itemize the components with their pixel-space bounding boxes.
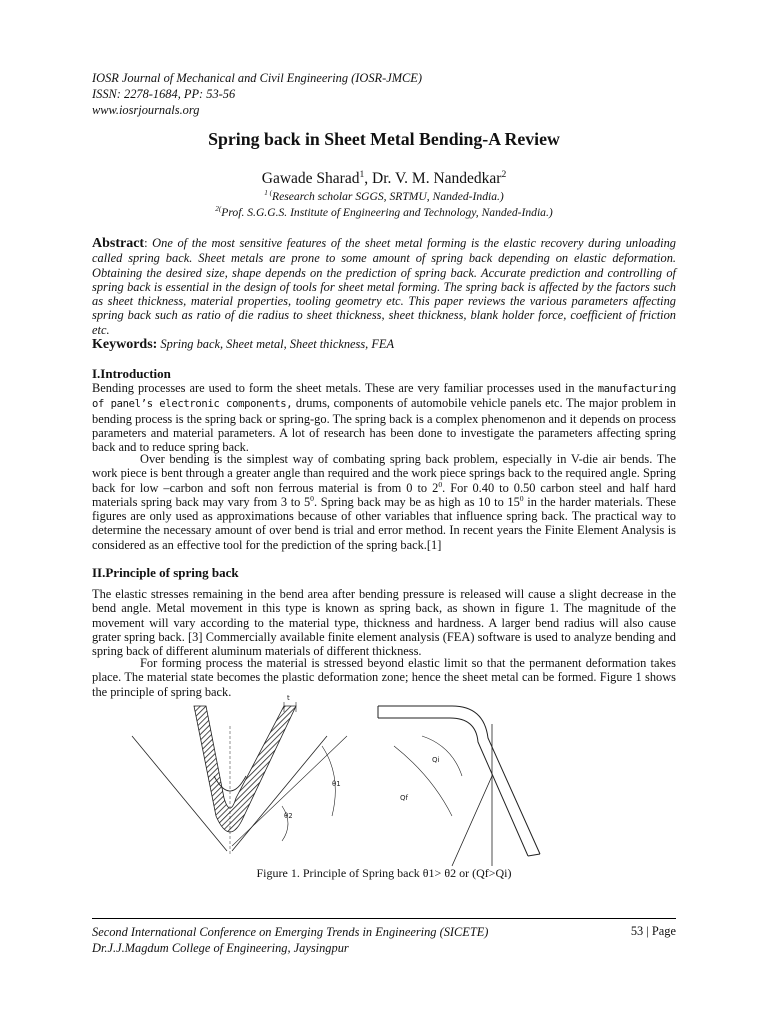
label-qi: Qi [432, 756, 440, 764]
qi-arc [422, 736, 462, 776]
intro-p2-text-d: in the harder materials. These figures are only used as approximations because of other variables that influence spring back. The practical way to determine the necessary amount of over bend is trial and error method. In recent years the Finite Element Analysis is considered as an effective tool for the prediction of the spring back.[1] [92, 494, 676, 552]
author-1: Gawade Sharad [261, 170, 360, 187]
intro-p2-text-b: . For 0.40 to 0.50 carbon steel and half hard materials spring back may vary from 3 to 5 [92, 480, 676, 509]
footer-conference: Second International Conference on Emerging Trends in Engineering (SICETE) [92, 925, 489, 939]
degree-sup-3: 0 [519, 493, 524, 503]
qf-arc [394, 746, 452, 816]
affiliation-2-mark: 2( [215, 205, 222, 214]
l-sheet-outer [378, 706, 540, 854]
affiliation-1-mark: 1 ( [264, 189, 273, 198]
label-theta1: θ1 [332, 780, 341, 788]
footer [92, 924, 676, 956]
intro-p2-text-a: Over bending is the simplest way of combating spring back problem, especially in V-die air bends. The work piece is bent through a greater angle than required and the work piece springs back to the required angle. Spring back for low –carbon and soft non ferrous material is from 0 to 2 [92, 452, 676, 495]
keywords [92, 337, 676, 352]
intro-p1-text-a: Bending processes are used to form the sheet metals. These are very familiar processes used in the [92, 381, 598, 395]
author-separator: , Dr. V. M. Nandedkar [364, 170, 502, 187]
figure-spring-back [132, 694, 672, 866]
abstract-colon: : [144, 236, 148, 250]
abstract-text: One of the most sensitive features of the sheet metal forming is the elastic recovery during unloading called spring back. Sheet metals are prone to some amount of spring back depending on elastic deformation. Obtaining the desired size, shape depends on the prediction of spring back. Accurate prediction and controlling of spring back is essential in the design of tools for sheet metal forming. The spring back is affected by the factors such as sheet thickness, material properties, tooling geometry etc. This paper reviews the various parameters affecting spring back such as ratio of die radius to sheet thickness, sheet thickness, blank holder force, coefficient of friction etc. [92, 236, 676, 337]
l-bend-diagram [378, 706, 540, 866]
l-sheet-bottom-cap [528, 854, 540, 856]
section-heading-principle: II.Principle of spring back [92, 565, 239, 580]
label-theta2: θ2 [284, 812, 293, 820]
author-line [92, 168, 676, 187]
intro-p1-text-b: drums, components of automobile vehicle panels etc. The major problem in bending process is the spring back or spring-go. The spring back is a complex phenomenon and it depends on process parameters and material parameters. A lot of research has been done to investigate the parameters affecting spring back and to reduce spring back. [92, 396, 676, 455]
section-heading-introduction: I.Introduction [92, 366, 171, 381]
journal-url[interactable]: www.iosrjournals.org [92, 103, 200, 117]
abstract [92, 236, 676, 337]
v-sheet-hatched [194, 706, 296, 832]
journal-issn: ISSN: 2278-1684, PP: 53-56 [92, 87, 236, 101]
affiliation-1-text: Research scholar SGGS, SRTMU, Nanded-India.) [272, 190, 504, 203]
intro-paragraph-1 [92, 381, 676, 454]
journal-header [92, 70, 422, 118]
principle-paragraph-2: For forming process the material is stressed beyond elastic limit so that the permanent deformation takes place. The material state becomes the plastic deformation zone; hence the sheet metal can be formed. Figure 1 shows the principle of spring back. [92, 656, 676, 699]
affiliation-2 [92, 206, 676, 220]
degree-sup-2: 0 [310, 493, 314, 503]
affiliation-2-text: Prof. S.G.G.S. Institute of Engineering and Technology, Nanded-India.) [221, 206, 553, 219]
degree-sup-1: 0 [438, 479, 443, 489]
keywords-text: Spring back, Sheet metal, Sheet thickness, FEA [157, 337, 395, 351]
affiliation-1 [92, 190, 676, 204]
footer-college: Dr.J.J.Magdum College of Engineering, Jaysingpur [92, 941, 349, 955]
author-1-mark: 1 [359, 168, 365, 180]
paper-title: Spring back in Sheet Metal Bending-A Review [208, 129, 560, 149]
figure-caption: Figure 1. Principle of Spring back θ1> θ2 or (Qf>Qi) [256, 866, 512, 880]
abstract-label: Abstract [92, 236, 145, 251]
intro-paragraph-2 [92, 452, 676, 552]
label-qf: Qf [400, 794, 408, 802]
intro-p1-mono: manufacturing of panel’s electronic components, [92, 383, 676, 411]
footer-rule [92, 918, 676, 919]
v-die-diagram [132, 694, 347, 856]
l-sheet-inner [378, 718, 528, 856]
author-2-mark: 2 [501, 168, 507, 180]
page-number: 53 | Page [630, 924, 676, 938]
label-t: t [287, 694, 290, 702]
principle-paragraph-1: The elastic stresses remaining in the bend area after bending pressure is released will cause a slight decrease in the bend angle. Metal movement in this type is known as spring back, as shown in figure 1. The magnitude of the movement will vary according to the material type, thickness and hardness. A larger bend radius will also cause grater spring back. [3] Commercially available finite element analysis (FEA) software is used to analyze bending and spring back of different aluminum materials of different thickness. [92, 587, 676, 659]
keywords-label: Keywords: [92, 337, 158, 352]
journal-name: IOSR Journal of Mechanical and Civil Engineering (IOSR-JMCE) [92, 71, 422, 85]
intro-p2-text-c: . Spring back may be as high as 10 to 15 [314, 494, 520, 509]
l-springback-leg [452, 776, 492, 866]
